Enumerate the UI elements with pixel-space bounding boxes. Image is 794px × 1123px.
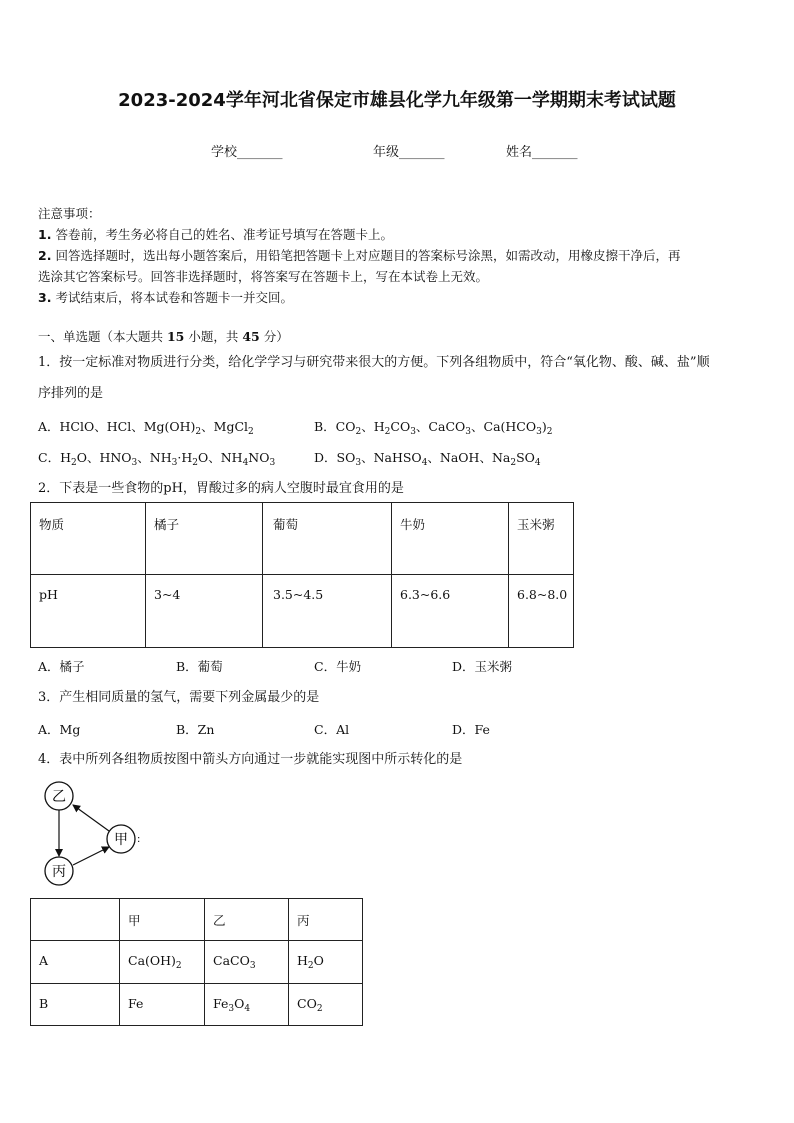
table-cell: 牛奶 xyxy=(392,503,509,575)
table-row xyxy=(31,899,363,941)
ph-table xyxy=(30,502,574,648)
question-3-stem: 3．产生相同质量的氢气，需要下列金属最少的是 xyxy=(38,690,320,705)
question-4-stem: 4．表中所列各组物质按图中箭头方向通过一步就能实现图中所示转化的是 xyxy=(38,752,463,767)
table-row xyxy=(31,941,363,984)
table-cell: 乙 xyxy=(205,899,289,941)
note-item: 3. 考试结束后，将本试卷和答题卡一并交回。 xyxy=(38,290,293,305)
stray-mark: : xyxy=(137,834,141,845)
conversion-diagram xyxy=(40,778,150,890)
note-item: 选涂其它答案标号。回答非选择题时，将答案写在答题卡上，写在本试卷上无效。 xyxy=(38,269,489,284)
q3-option-c[interactable]: C．Al xyxy=(314,722,350,737)
q2-option-b[interactable]: B．葡萄 xyxy=(176,659,223,674)
table-cell: $CO_2$ xyxy=(289,984,363,1026)
table-cell: 丙 xyxy=(289,899,363,941)
table-cell: 葡萄 xyxy=(263,503,392,575)
table-cell: 6.8~8.0 xyxy=(509,575,574,648)
exam-title: 2023-2024学年河北省保定市雄县化学九年级第一学期期末考试试题 xyxy=(118,90,676,111)
table-cell: $Ca(OH)_2$ xyxy=(120,941,205,984)
node-jia-label: 甲 xyxy=(114,832,128,848)
arrow-jia-to-yi xyxy=(73,805,109,831)
table-cell: $Fe_3O_4$ xyxy=(205,984,289,1026)
table-row xyxy=(31,503,574,575)
node-yi-label: 乙 xyxy=(52,789,66,805)
q3-option-a[interactable]: A．Mg xyxy=(38,722,81,737)
table-row xyxy=(31,984,363,1026)
question-2-stem: 2．下表是一些食物的pH，胃酸过多的病人空腹时最宜食用的是 xyxy=(38,481,404,496)
name-field[interactable]: 姓名_______ xyxy=(506,145,578,160)
table-cell: 橘子 xyxy=(146,503,263,575)
q1-option-b[interactable]: B．$CO_2$、$H_2CO_3$、CaCO$_3$、$Ca(HCO_3)_2$ xyxy=(314,419,553,437)
arrow-bing-to-jia xyxy=(73,847,109,865)
table-cell: 6.3~6.6 xyxy=(392,575,509,648)
table-cell: pH xyxy=(31,575,146,648)
table-cell: A xyxy=(31,941,120,984)
q2-option-a[interactable]: A．橘子 xyxy=(38,659,85,674)
table-cell: 3.5~4.5 xyxy=(263,575,392,648)
q2-option-d[interactable]: D．玉米粥 xyxy=(452,659,513,674)
table-cell: 甲 xyxy=(120,899,205,941)
table-cell: 玉米粥 xyxy=(509,503,574,575)
q1-option-c[interactable]: C．$H_2O$、$HNO_3$、$NH_3\cdot H_2O$、$NH_4NO_3$ xyxy=(38,450,276,468)
table-row xyxy=(31,575,574,648)
note-item: 2. 回答选择题时，选出每小题答案后，用铅笔把答题卡上对应题目的答案标号涂黑，如需改动，用橡皮擦干净后，再 xyxy=(38,248,681,263)
school-field[interactable]: 学校_______ xyxy=(211,145,283,160)
grade-field[interactable]: 年级_______ xyxy=(373,145,445,160)
q3-option-d[interactable]: D．Fe xyxy=(452,722,490,737)
question-1-stem: 1．按一定标准对物质进行分类，给化学学习与研究带来很大的方便。下列各组物质中，符合“氧化物、酸、碱、盐”顺 序排列的是 xyxy=(38,355,710,401)
notes-heading: 注意事项： xyxy=(38,206,101,221)
node-bing-label: 丙 xyxy=(52,864,66,880)
notes-section xyxy=(38,203,758,308)
table-cell: CaCO$_3$ xyxy=(205,941,289,984)
substance-table xyxy=(30,898,363,1026)
table-cell: Fe xyxy=(120,984,205,1026)
q1-option-d[interactable]: D．$SO_3$、NaHSO$_4$、NaOH、$Na_2SO_4$ xyxy=(314,450,541,468)
q3-option-b[interactable]: B．Zn xyxy=(176,722,215,737)
table-cell xyxy=(31,899,120,941)
table-cell: $H_2O$ xyxy=(289,941,363,984)
table-cell: B xyxy=(31,984,120,1026)
section-heading: 一、单选题（本大题共 15 小题，共 45 分） xyxy=(38,329,289,344)
q1-option-a[interactable]: A．HClO、HCl、$Mg(OH)_2$、MgCl$_2$ xyxy=(38,419,254,437)
table-cell: 物质 xyxy=(31,503,146,575)
table-cell: 3~4 xyxy=(146,575,263,648)
q2-option-c[interactable]: C．牛奶 xyxy=(314,659,362,674)
note-item: 1. 答卷前，考生务必将自己的姓名、准考证号填写在答题卡上。 xyxy=(38,227,393,242)
